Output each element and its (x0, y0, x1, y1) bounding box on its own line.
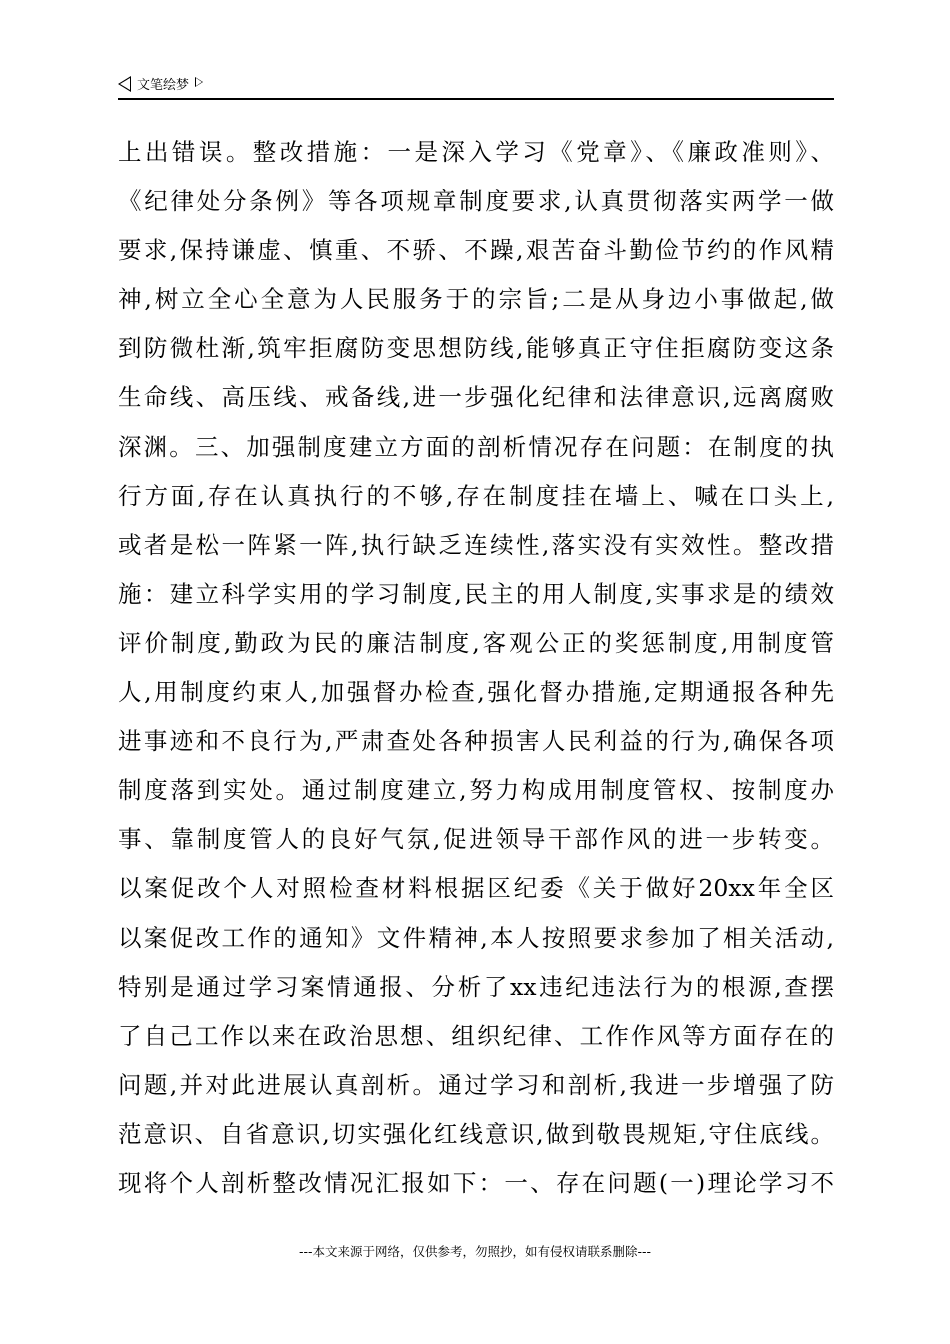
text-line: 以案促改个人对照检查材料根据区纪委《关于做好20xx年全区 (118, 874, 834, 903)
text-line: 了自己工作以来在政治思想、组织纪律、工作作风等方面存在的 (118, 1021, 834, 1050)
text-line: 施：建立科学实用的学习制度,民主的用人制度,实事求是的绩效 (118, 579, 834, 608)
text-line: 范意识、自省意识,切实强化红线意识,做到敬畏规矩,守住底线。 (118, 1119, 834, 1148)
text-line: 事、靠制度管人的良好气氛,促进领导干部作风的进一步转变。 (118, 825, 834, 854)
text-line: 上出错误。整改措施：一是深入学习《党章》、《廉政准则》、 (118, 138, 834, 166)
text-line: 《纪律处分条例》等各项规章制度要求,认真贯彻落实两学一做 (118, 187, 834, 216)
text-line: 或者是松一阵紧一阵,执行缺乏连续性,落实没有实效性。整改措 (118, 530, 834, 559)
text-line: 问题,并对此进展认真剖析。通过学习和剖析,我进一步增强了防 (118, 1070, 834, 1099)
header-brand (118, 74, 203, 93)
header-title: 文笔绘梦 (137, 78, 190, 93)
right-triangle-icon (195, 77, 203, 87)
text-line: 到防微杜渐,筑牢拒腐防变思想防线,能够真正守住拒腐防变这条 (118, 334, 834, 363)
footer-notice: ---本文来源于网络，仅供参考，勿照抄，如有侵权请联系删除--- (298, 1244, 652, 1259)
text-line: 神,树立全心全意为人民服务于的宗旨;二是从身边小事做起,做 (118, 285, 834, 314)
text-line: 要求,保持谦虚、慎重、不骄、不躁,艰苦奋斗勤俭节约的作风精 (118, 236, 834, 265)
text-line: 制度落到实处。通过制度建立,努力构成用制度管权、按制度办 (118, 776, 834, 805)
document-body (118, 128, 834, 1208)
text-line: 以案促改工作的通知》文件精神,本人按照要求参加了相关活动, (118, 923, 834, 952)
text-line: 人,用制度约束人,加强督办检查,强化督办措施,定期通报各种先 (118, 678, 834, 707)
text-line: 特别是通过学习案情通报、分析了xx违纪违法行为的根源,查摆 (118, 972, 834, 1001)
text-line: 生命线、高压线、戒备线,进一步强化纪律和法律意识,远离腐败 (118, 383, 834, 412)
left-triangle-icon (118, 76, 131, 92)
text-line: 深渊。三、加强制度建立方面的剖析情况存在问题：在制度的执 (118, 432, 834, 461)
text-line: 进事迹和不良行为,严肃查处各种损害人民利益的行为,确保各项 (118, 727, 834, 756)
text-line: 评价制度,勤政为民的廉洁制度,客观公正的奖惩制度,用制度管 (118, 628, 834, 657)
page-header (118, 70, 834, 100)
text-line: 现将个人剖析整改情况汇报如下：一、存在问题(一)理论学习不 (118, 1168, 834, 1197)
text-line: 行方面,存在认真执行的不够,存在制度挂在墙上、喊在口头上, (118, 481, 834, 510)
